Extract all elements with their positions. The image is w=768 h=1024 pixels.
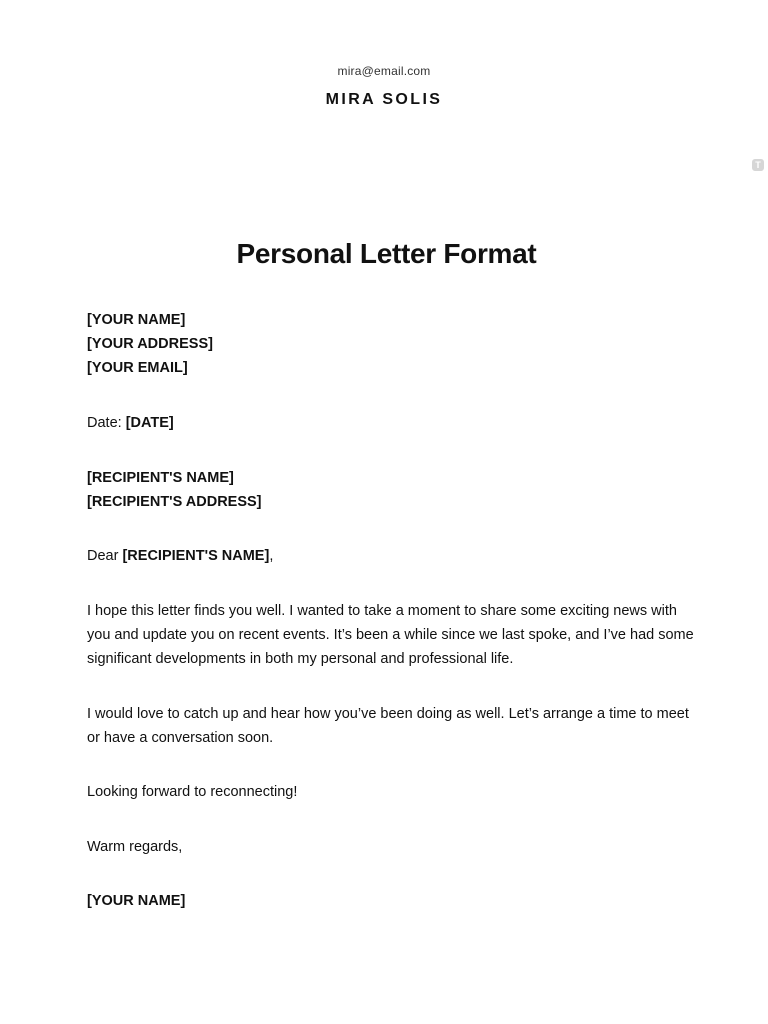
signature: [YOUR NAME] <box>87 893 186 909</box>
sender-name: [YOUR NAME] <box>87 312 186 328</box>
document-title: Personal Letter Format <box>236 238 537 269</box>
paragraph-1-line-3: significant developments in both my personal and professional life. <box>87 651 514 667</box>
paragraph-1-line-2: you and update you on recent events. It’s been a while since we last spoke, and I’ve had some <box>87 627 694 643</box>
header-email: mira@email.com <box>337 64 431 78</box>
sender-address: [YOUR ADDRESS] <box>87 336 213 352</box>
paragraph-1-line-1: I hope this letter finds you well. I wanted to take a moment to share some exciting news with <box>87 603 677 619</box>
sign-off: Warm regards, <box>87 839 183 855</box>
salutation-name: [RECIPIENT'S NAME] <box>122 548 270 564</box>
recipient-address: [RECIPIENT'S ADDRESS] <box>87 494 262 510</box>
paragraph-2-line-2: or have a conversation soon. <box>87 730 274 746</box>
date-line <box>87 411 174 435</box>
sender-email: [YOUR EMAIL] <box>87 360 188 376</box>
salutation-suffix: , <box>269 548 274 564</box>
recipient-name: [RECIPIENT'S NAME] <box>87 470 234 486</box>
header-name: MIRA SOLIS <box>325 91 443 108</box>
salutation <box>87 544 273 568</box>
text-format-icon[interactable]: T <box>752 159 764 171</box>
closing-line: Looking forward to reconnecting! <box>87 784 298 800</box>
salutation-prefix: Dear <box>87 548 119 564</box>
date-label: Date: <box>87 415 122 431</box>
paragraph-2-line-1: I would love to catch up and hear how you’ve been doing as well. Let’s arrange a time to meet <box>87 706 689 722</box>
date-value: [DATE] <box>125 415 174 431</box>
